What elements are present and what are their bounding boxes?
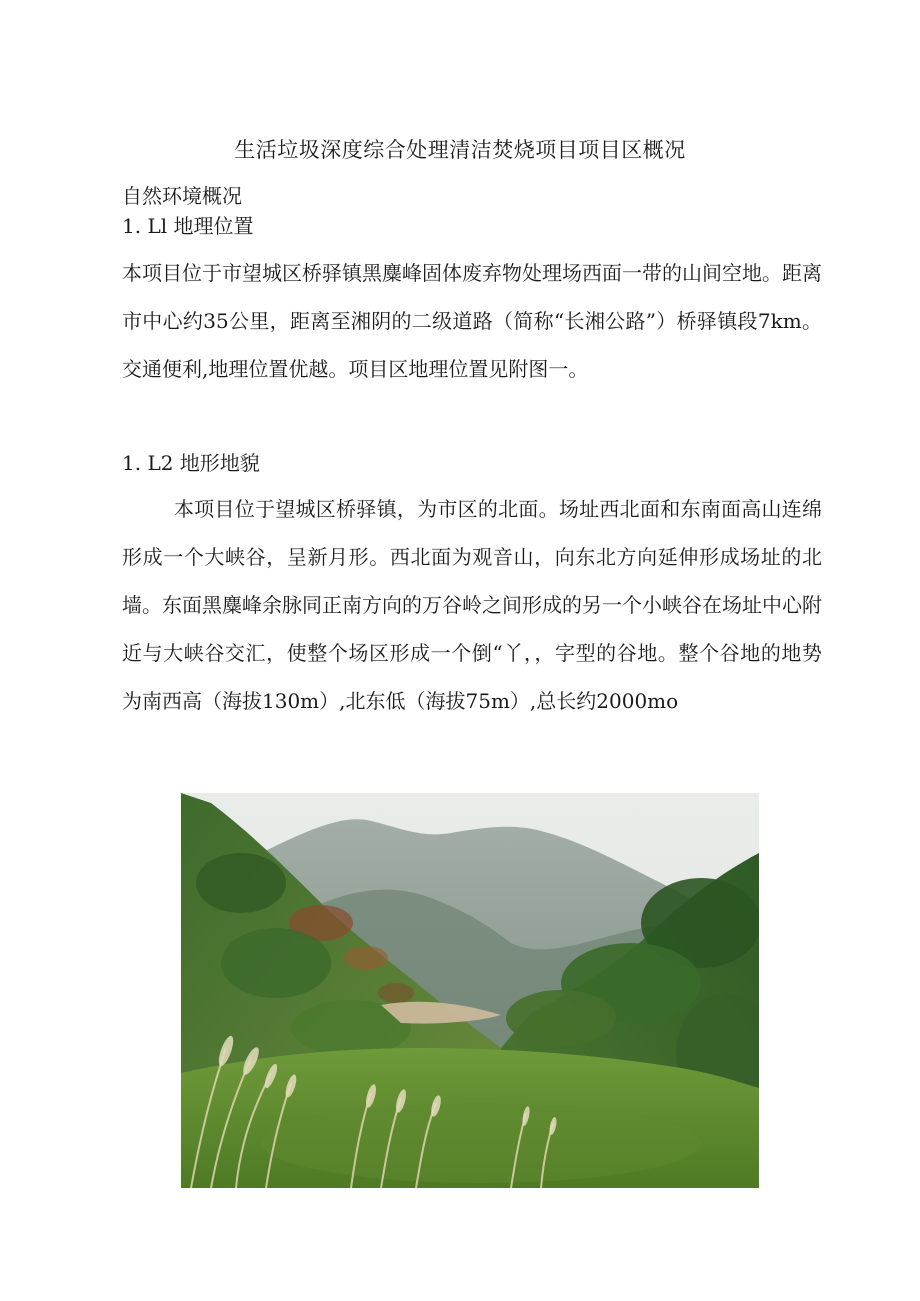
subsection-heading-terrain: 1. L2 地形地貌 <box>122 451 260 475</box>
paragraph-terrain: 本项目位于望城区桥驿镇，为市区的北面。场址西北面和东南面高山连绵形成一个大峡谷，呈新月形。西北面为观音山，向东北方向延伸形成场址的北墙。东面黑麋峰余脉同正南方向的万谷岭之间形成的另一个小峡谷在场址中心附近与大峡谷交汇，使整个场区形成一个倒“丫，，字型的谷地。整个谷地的地势为南西高（海拔130m）,北东低（海拔75m）,总长约2000mo <box>122 497 822 713</box>
red-foliage <box>378 983 414 1003</box>
section-heading: 自然环境概况 <box>122 184 242 208</box>
tree-cluster <box>506 990 616 1046</box>
paragraph-location: 本项目位于市望城区桥驿镇黑麋峰固体废弃物处理场西面一带的山间空地。距离市中心约35公里，距离至湘阴的二级道路（简称“长湘公路”）桥驿镇段7km。交通便利,地理位置优越。项目区地理位置见附图一。 <box>122 261 822 381</box>
document-title: 生活垃圾深度综合处理清洁焚烧项目项目区概况 <box>234 138 686 162</box>
subsection-heading-location: 1. Ll 地理位置 <box>122 214 254 238</box>
valley-landscape-photo <box>181 793 759 1188</box>
shrub <box>221 928 331 998</box>
red-foliage <box>344 946 388 970</box>
meadow-shade <box>261 1103 701 1183</box>
shrub <box>196 853 286 913</box>
